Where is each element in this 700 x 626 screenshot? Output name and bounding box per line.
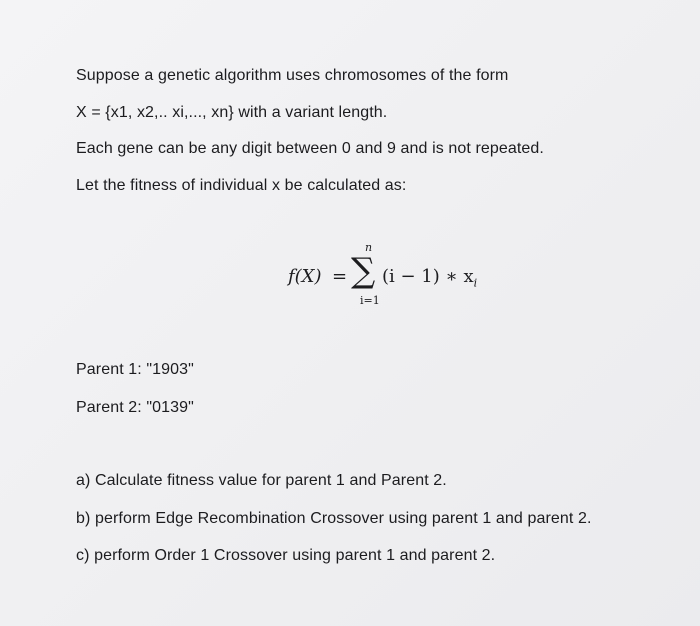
summation-symbol: ∑ — [351, 251, 376, 291]
question-c: c) perform Order 1 Crossover using parent 1 and parent 2. — [76, 547, 496, 564]
formula-term — [382, 266, 477, 290]
sum-lower-limit: i=1 — [360, 294, 380, 307]
formula-equals: = — [332, 266, 348, 287]
intro-line-4: Let the fitness of individual x be calculated as: — [76, 177, 407, 194]
parent-1: Parent 1: "1903" — [76, 361, 194, 378]
formula-term-subscript: i — [473, 276, 478, 290]
intro-line-3: Each gene can be any digit between 0 and 9 and is not repeated. — [76, 140, 544, 157]
intro-line-2: X = {x1, x2,.. xi,..., xn} with a variant length. — [76, 104, 388, 121]
formula-lhs: f(X) — [288, 266, 322, 287]
fitness-formula — [288, 241, 508, 314]
question-a: a) Calculate fitness value for parent 1 and Parent 2. — [76, 472, 447, 489]
parent-2: Parent 2: "0139" — [76, 399, 194, 416]
intro-line-1: Suppose a genetic algorithm uses chromosomes of the form — [76, 67, 509, 84]
question-b: b) perform Edge Recombination Crossover using parent 1 and parent 2. — [76, 510, 592, 527]
formula-term-body: (i − 1) ∗ x — [382, 266, 474, 287]
sum-upper-limit: n — [365, 241, 373, 254]
